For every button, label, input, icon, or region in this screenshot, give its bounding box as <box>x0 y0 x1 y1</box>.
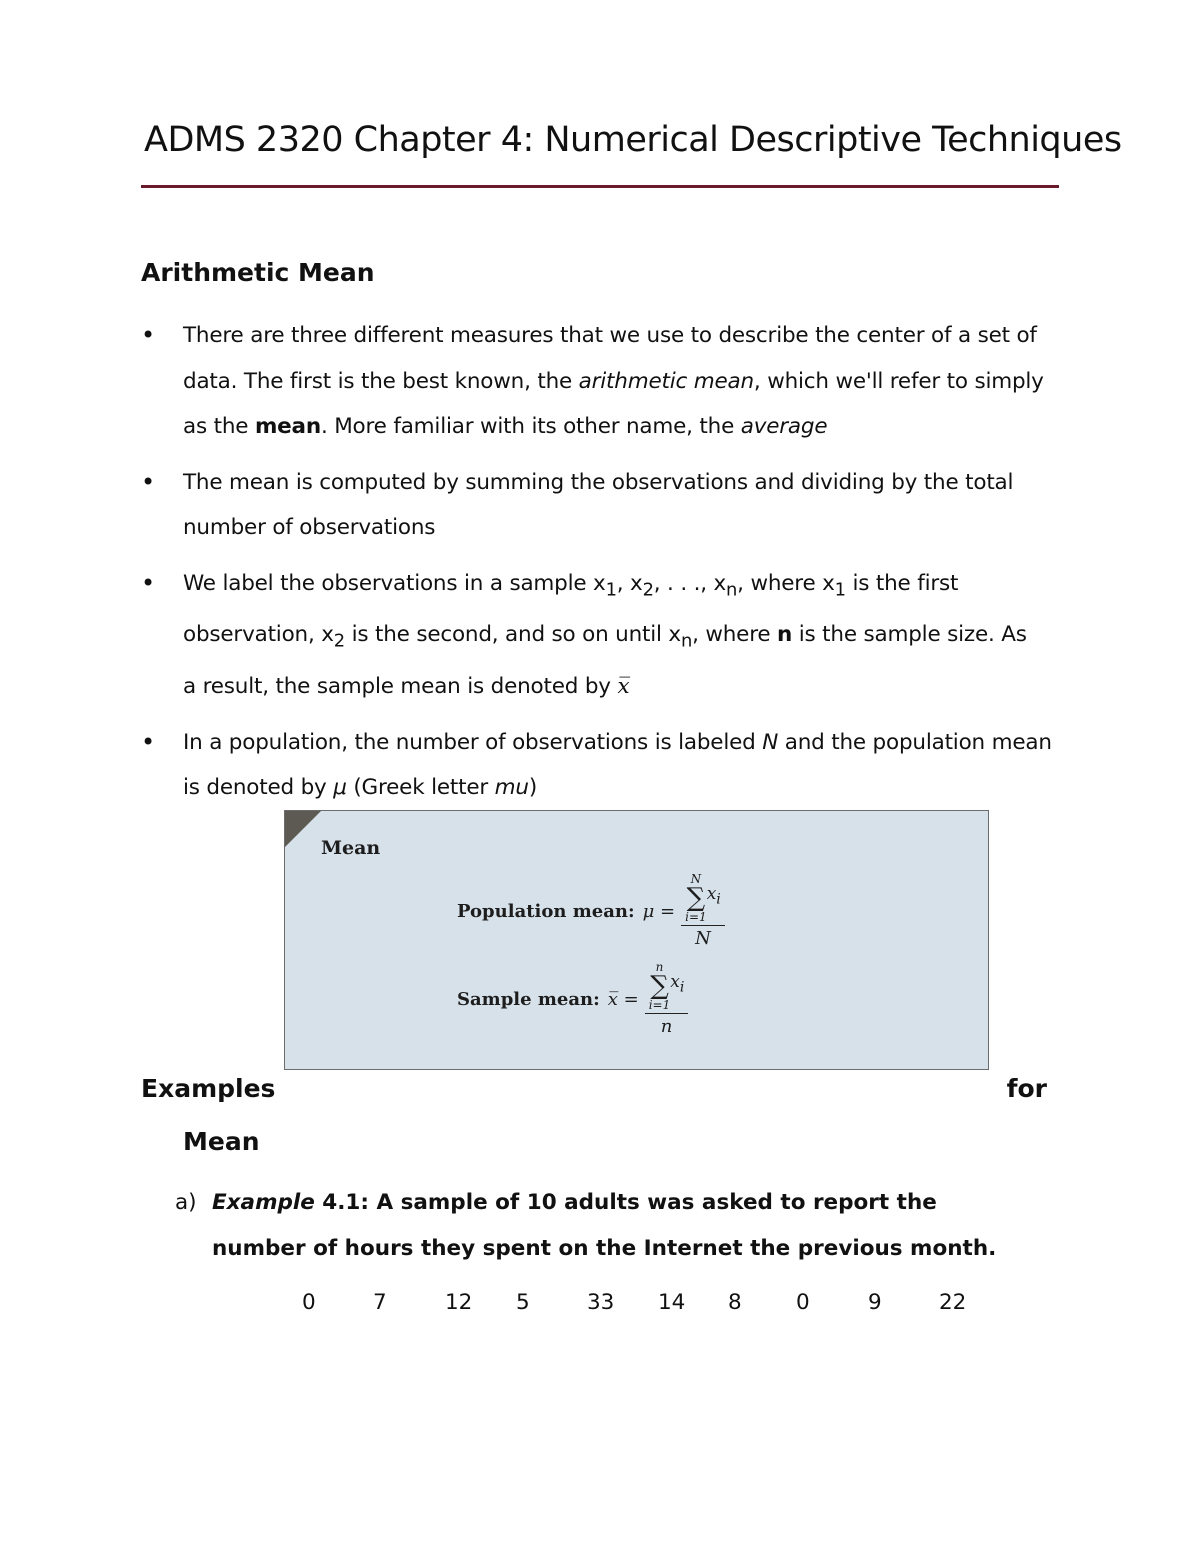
data-value: 9 <box>868 1290 882 1315</box>
population-mean-label: Population mean: <box>457 900 635 922</box>
mu-symbol: μ <box>333 775 347 801</box>
sum-upper-limit: N <box>690 872 702 886</box>
bullet-text: , where <box>692 622 778 648</box>
subscript: 2 <box>642 578 654 600</box>
population-mean-fraction <box>681 873 725 949</box>
bullet-text: In a population, the number of observations is labeled <box>183 729 763 755</box>
summation <box>685 873 707 923</box>
bullet-text: There are three different measures that we use to describe the center of a set of data. The first is the best known, the <box>183 323 1037 394</box>
term-N: N <box>762 729 779 755</box>
bullet-text: , . . ., x <box>653 570 727 596</box>
sample-mean-label: Sample mean: <box>457 988 600 1010</box>
subscript: 1 <box>605 578 617 600</box>
term-mean: mean <box>254 414 321 439</box>
term-x: x <box>706 883 717 904</box>
section-heading: Arithmetic Mean <box>141 258 375 287</box>
examples-heading-continued: Mean <box>183 1127 260 1156</box>
mean-formula-box <box>284 810 989 1070</box>
formula-box-title: Mean <box>321 837 381 859</box>
example-label: Example <box>212 1190 315 1215</box>
bullet-text: and the population mean is denoted by <box>183 729 1052 801</box>
sample-mean-lhs: x̅ = <box>607 988 639 1010</box>
example-data-row <box>300 1290 980 1324</box>
sample-mean-fraction <box>645 961 689 1037</box>
bullet-text: , where x <box>737 570 835 596</box>
bullet-line <box>183 561 1059 613</box>
example-a-text <box>175 1180 1035 1271</box>
bullet-mean-computation: • The mean is computed by summing the observations and dividing by the total number of observations <box>141 460 1059 551</box>
bullet-text: (Greek letter <box>346 775 495 801</box>
term-arithmetic-mean: arithmetic mean <box>578 368 754 394</box>
title-divider <box>141 185 1059 188</box>
bullet-text: is the sample size. As <box>792 622 1027 648</box>
example-description: : A sample of 10 adults was asked to report the number of hours they spent on the Internet the previous month. <box>212 1190 997 1261</box>
list-marker: a) <box>175 1190 197 1215</box>
sum-lower-limit: i=1 <box>685 910 707 924</box>
sigma-symbol: ∑ <box>650 971 669 1001</box>
sum-term <box>670 972 684 995</box>
examples-heading <box>141 1072 1047 1106</box>
bullet-measures-of-center <box>141 313 1059 450</box>
bullet-text: is the first <box>845 570 959 596</box>
corner-tab <box>285 811 321 847</box>
sum-lower-limit: i=1 <box>648 998 671 1012</box>
term-n: n <box>777 622 793 648</box>
bullet-text: ) <box>528 775 538 801</box>
subscript: 2 <box>333 630 345 652</box>
bullet-population-notation <box>141 720 1059 811</box>
example-number: 4.1 <box>314 1190 361 1215</box>
examples-heading-word: for <box>1006 1074 1047 1103</box>
bullet-text: . More familiar with its other name, the <box>320 414 741 439</box>
bullet-text: a result, the sample mean is denoted by <box>183 674 618 700</box>
bullet-text: , which we'll refer to simply as the <box>183 368 1044 439</box>
bullet-line <box>183 612 1059 664</box>
fraction-numerator <box>681 873 725 926</box>
term-mu: mu <box>494 775 529 801</box>
population-mean-lhs: μ = <box>642 900 676 922</box>
sum-term <box>707 884 721 907</box>
data-value: 33 <box>587 1290 615 1315</box>
fraction-numerator <box>645 961 689 1014</box>
data-value: 8 <box>728 1290 742 1315</box>
fraction-denominator: n <box>660 1016 673 1037</box>
bullet-line <box>183 664 1059 710</box>
subscript: n <box>680 630 693 652</box>
bullet-text: , x <box>616 570 643 596</box>
example-a <box>175 1180 1035 1271</box>
term-subscript: i <box>716 891 721 907</box>
data-value: 12 <box>445 1290 473 1315</box>
subscript: n <box>726 578 738 600</box>
bullet-text: We label the observations in a sample x <box>183 570 606 596</box>
data-value: 0 <box>302 1290 316 1315</box>
xbar-symbol: x̅ <box>617 674 630 700</box>
data-value: 22 <box>939 1290 967 1315</box>
population-mean-formula <box>457 873 725 949</box>
term-x: x <box>670 971 680 992</box>
sum-upper-limit: n <box>655 960 664 974</box>
bullet-text: observation, x <box>183 622 334 648</box>
term-average: average <box>740 414 828 439</box>
data-value: 14 <box>658 1290 686 1315</box>
bullet-text: is the second, and so on until x <box>344 622 681 648</box>
data-value: 5 <box>516 1290 530 1315</box>
bullet-list <box>141 313 1059 821</box>
bullet-sample-notation <box>141 561 1059 710</box>
term-subscript: i <box>679 979 685 995</box>
subscript: 1 <box>834 578 846 600</box>
page-title: ADMS 2320 Chapter 4: Numerical Descriptive Techniques <box>144 120 1122 160</box>
data-value: 0 <box>796 1290 810 1315</box>
data-value: 7 <box>373 1290 387 1315</box>
examples-heading-word: Examples <box>141 1074 276 1103</box>
summation <box>649 961 671 1011</box>
fraction-denominator: N <box>695 928 711 949</box>
sample-mean-formula <box>457 961 688 1037</box>
sigma-symbol: ∑ <box>686 883 706 913</box>
